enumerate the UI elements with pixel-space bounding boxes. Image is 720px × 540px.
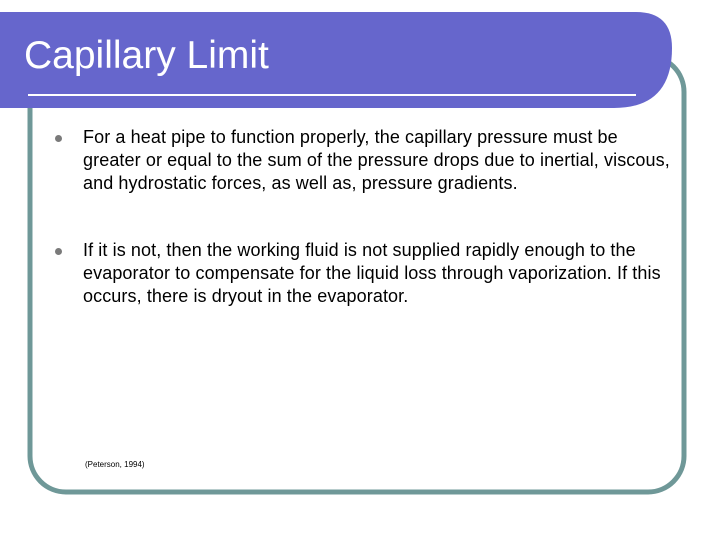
bullet-text: For a heat pipe to function properly, the capillary pressure must be greater or equal to the sum of the pressure drops due to inertial, viscous, and hydrostatic forces, as well as, pressure gradients. [83,127,670,193]
citation: (Peterson, 1994) [85,460,145,469]
bullet-text: If it is not, then the working fluid is not supplied rapidly enough to the evaporator to compensate for the liquid loss through vaporization. If this occurs, there is dryout in the evaporator. [83,240,661,306]
bullet-icon [55,248,62,255]
bullet-icon [55,135,62,142]
bullet-item [55,126,675,195]
slide-title: Capillary Limit [24,34,269,77]
bullet-list [55,126,675,308]
bullet-item [55,239,675,308]
